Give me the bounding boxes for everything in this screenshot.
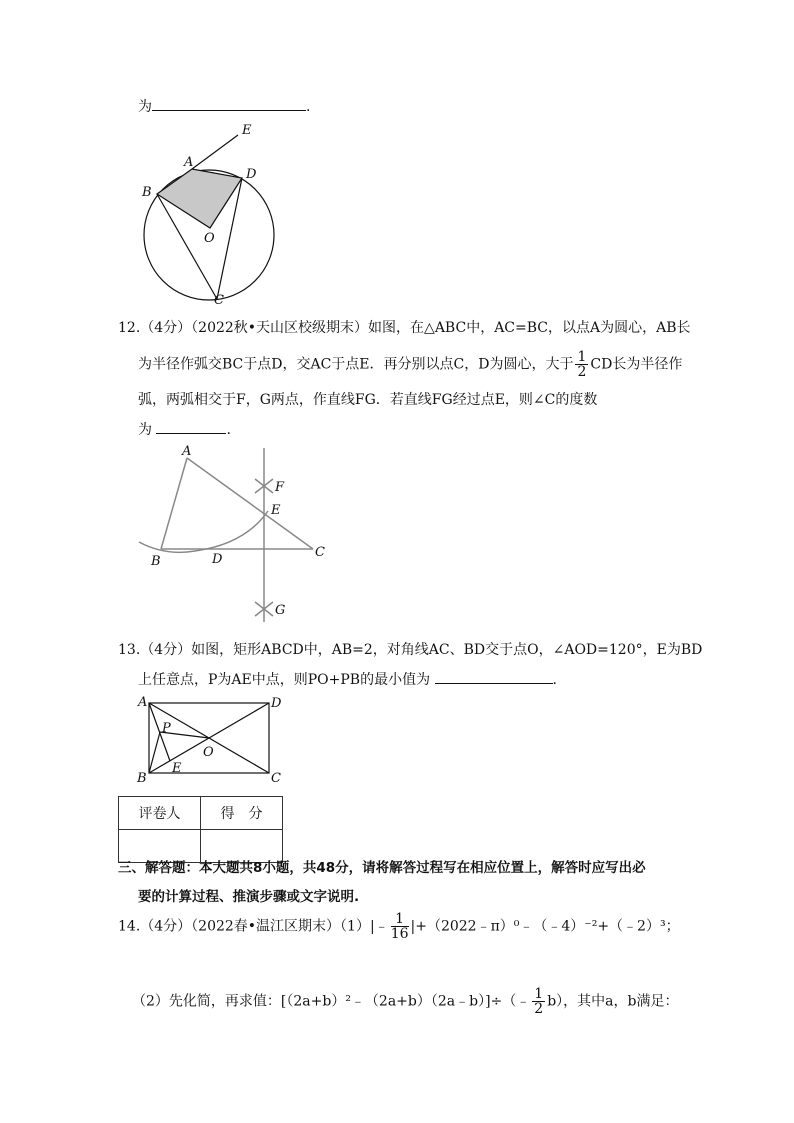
q14-part2 [132,987,678,1016]
q13-answer-blank [435,668,553,684]
q12-line1: 12.（4分）（2022秋•天山区校级期末）如图，在△ABC中，AC=BC，以点A为圆心，AB长 [118,320,691,336]
figure-construction [135,440,335,626]
label-b: B [142,185,152,200]
q12-line2 [138,350,682,379]
score-table [118,796,283,863]
score-table-header-grader: 评卷人 [119,797,201,830]
q12-line4 [138,418,231,440]
label-b: B [151,554,161,569]
q14-part1-b: |+（2022﹣π）⁰﹣（﹣4）⁻²+（﹣2）³； [410,918,680,935]
label-a: A [138,695,148,710]
label-b: B [137,771,147,786]
q11-answer-line [138,95,310,117]
q14-fraction-1 [391,912,409,941]
label-a: A [182,444,192,459]
q11-answer-blank [152,95,306,111]
label-p: P [162,721,171,736]
segment-pb [149,732,160,773]
label-c: C [214,293,224,308]
label-e: E [271,503,281,518]
q14-part2-a: （2）先化简，再求值：[（2a+b）²﹣（2a+b）（2a﹣b）]÷（﹣ [132,993,531,1010]
q12-frac-num: 1 [577,349,587,365]
figure-circle-quadrilateral [130,118,290,308]
q13-line2-b: . [552,672,557,688]
q12-line4-a: 为 [138,422,152,438]
shaded-quadrilateral [157,169,242,228]
label-o: O [204,231,215,246]
label-e: E [172,761,182,776]
q12-line2-a: 为半径作弧交BC于点D，交AC于点E．再分别以点C，D为圆心，大于 [138,356,574,373]
q12-line2-b: CD长为半径作 [590,356,683,373]
q12-frac-den: 2 [577,364,587,380]
q14-frac1-num: 1 [391,912,409,927]
q14-part1 [118,912,680,941]
label-f: F [275,480,285,495]
q11-prefix: 为 [138,99,152,115]
figure-rectangle [132,690,292,786]
q12-fraction [575,350,588,379]
segment-ae [192,135,238,169]
label-d: D [271,696,282,711]
q12-answer-blank [156,418,226,434]
q14-fraction-2 [532,987,545,1016]
q14-part1-a: 14.（4分）（2022春•温江区期末）（1）|﹣ [118,918,389,935]
q12-line4-b: . [226,422,231,438]
label-c: C [315,545,325,560]
segment-ab [161,458,187,549]
q14-frac2-num: 1 [534,986,544,1002]
score-table-header-score: 得 分 [201,797,283,830]
q13-line2 [138,668,557,690]
q14-part2-b: b），其中a，b满足： [547,993,679,1010]
q11-suffix: . [306,99,311,115]
arc-from-a [139,511,268,552]
q14-frac1-den: 16 [390,926,409,942]
label-g: G [275,603,286,618]
segment-ac [187,458,313,549]
section3-line1: 三、解答题：本大题共8小题，共48分，请将解答过程写在相应位置上，解答时应写出必 [118,860,646,876]
q12-line3: 弧，两弧相交于F，G两点，作直线FG．若直线FG经过点E，则∠C的度数 [138,392,598,408]
label-e: E [242,123,252,138]
q13-line2-a: 上任意点，P为AE中点，则PO+PB的最小值为 [138,672,431,688]
q13-line1: 13.（4分）如图，矩形ABCD中，AB=2，对角线AC、BD交于点O，∠AOD=120°，E为BD [118,642,703,658]
section3-line2: 要的计算过程、推演步骤或文字说明. [138,889,360,905]
label-c: C [271,771,281,786]
label-a: A [184,155,194,170]
label-d: D [212,552,223,567]
q14-frac2-den: 2 [534,1001,544,1017]
label-o: O [203,745,214,760]
label-d: D [246,167,257,182]
